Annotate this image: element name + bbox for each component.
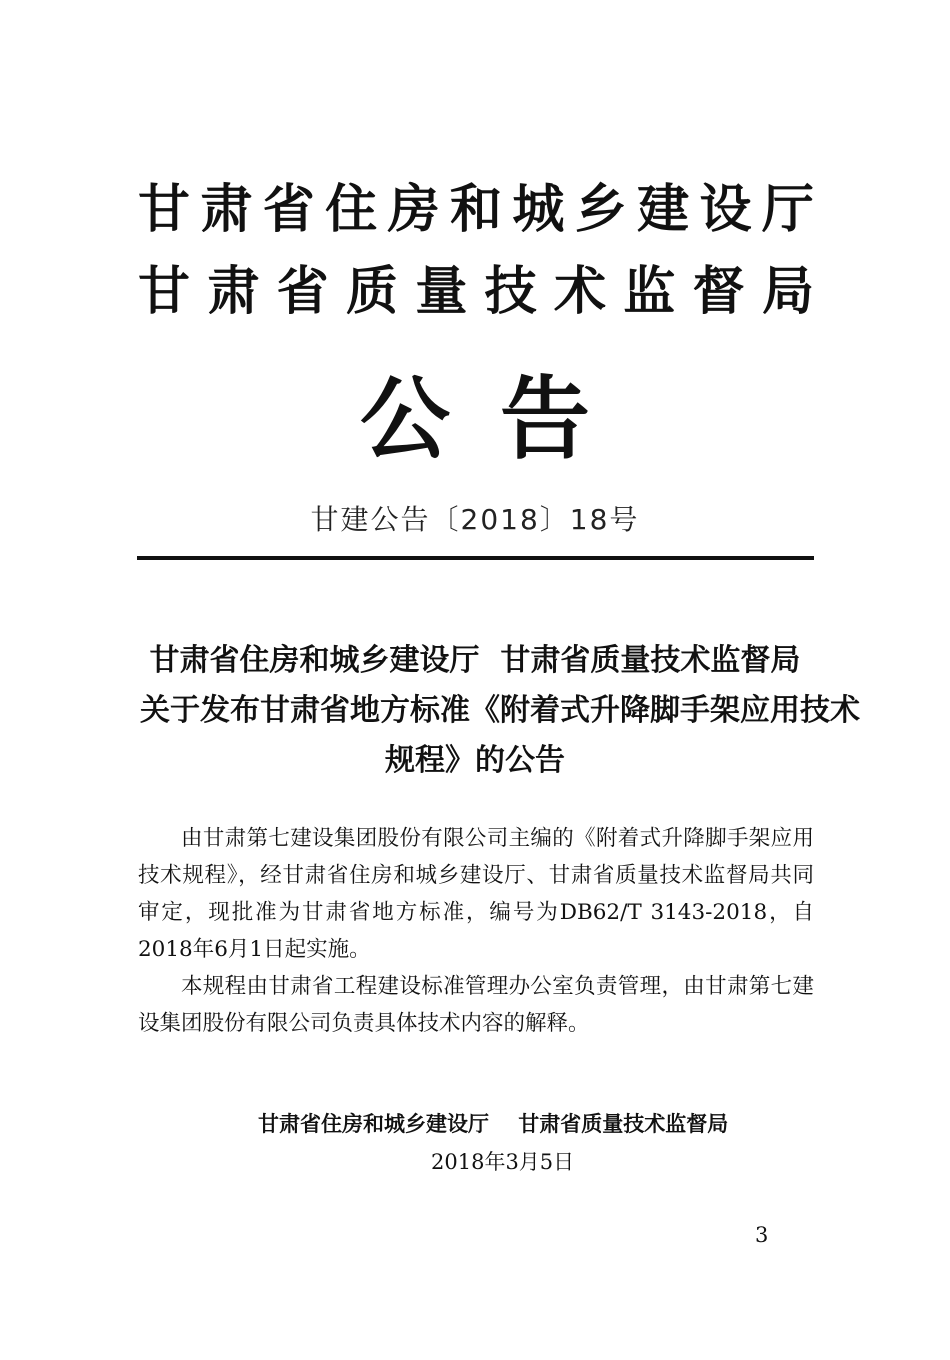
heading-character: 公 <box>360 367 450 472</box>
heading-character: 城 <box>512 180 565 240</box>
header-divider <box>137 556 814 560</box>
heading-character: 省 <box>262 180 315 240</box>
subject-line-1: 甘肃省住房和城乡建设厅 甘肃省质量技术监督局 <box>149 643 801 678</box>
document-title <box>0 367 950 472</box>
heading-character: 住 <box>325 180 378 240</box>
issuing-agency-1 <box>138 180 814 240</box>
heading-character: 局 <box>761 262 814 322</box>
heading-character: 术 <box>553 262 606 322</box>
heading-character: 肃 <box>200 180 253 240</box>
subject-line-3: 规程》的公告 <box>385 743 565 778</box>
page-number: 3 <box>755 1223 769 1247</box>
heading-character: 和 <box>449 180 502 240</box>
heading-character: 省 <box>276 262 329 322</box>
heading-character: 厅 <box>761 180 814 240</box>
heading-character: 质 <box>345 262 398 322</box>
subject-line-2: 关于发布甘肃省地方标准《附着式升降脚手架应用技术 <box>140 693 860 728</box>
heading-character: 甘 <box>138 262 191 322</box>
body-paragraph-2: 本规程由甘肃省工程建设标准管理办公室负责管理，由甘肃第七建设集团股份有限公司负责具体技术内容的解释。 <box>138 974 814 1036</box>
heading-character: 督 <box>692 262 745 322</box>
heading-character: 量 <box>415 262 468 322</box>
announcement-subject <box>140 636 860 786</box>
heading-character: 告 <box>500 367 590 472</box>
heading-character: 建 <box>637 180 690 240</box>
heading-character: 技 <box>484 262 537 322</box>
heading-character: 设 <box>699 180 752 240</box>
body-paragraph-1: 由甘肃第七建设集团股份有限公司主编的《附着式升降脚手架应用技术规程》，经甘肃省住房和城乡建设厅、甘肃省质量技术监督局共同审定，现批准为甘肃省地方标准，编号为DB62/T 3143-2018，自2018年6月1日起实施。 <box>138 826 814 962</box>
document-number: 甘建公告〔2018〕18号 <box>310 503 640 536</box>
announcement-body <box>138 820 814 1042</box>
issuing-agency-2 <box>138 262 814 322</box>
issuer-signature: 甘肃省住房和城乡建设厅 甘肃省质量技术监督局 <box>258 1112 729 1136</box>
heading-character: 房 <box>387 180 440 240</box>
issue-date: 2018年3月5日 <box>431 1150 575 1174</box>
heading-character: 乡 <box>574 180 627 240</box>
heading-character: 监 <box>623 262 676 322</box>
heading-character: 肃 <box>207 262 260 322</box>
heading-character: 甘 <box>138 180 191 240</box>
